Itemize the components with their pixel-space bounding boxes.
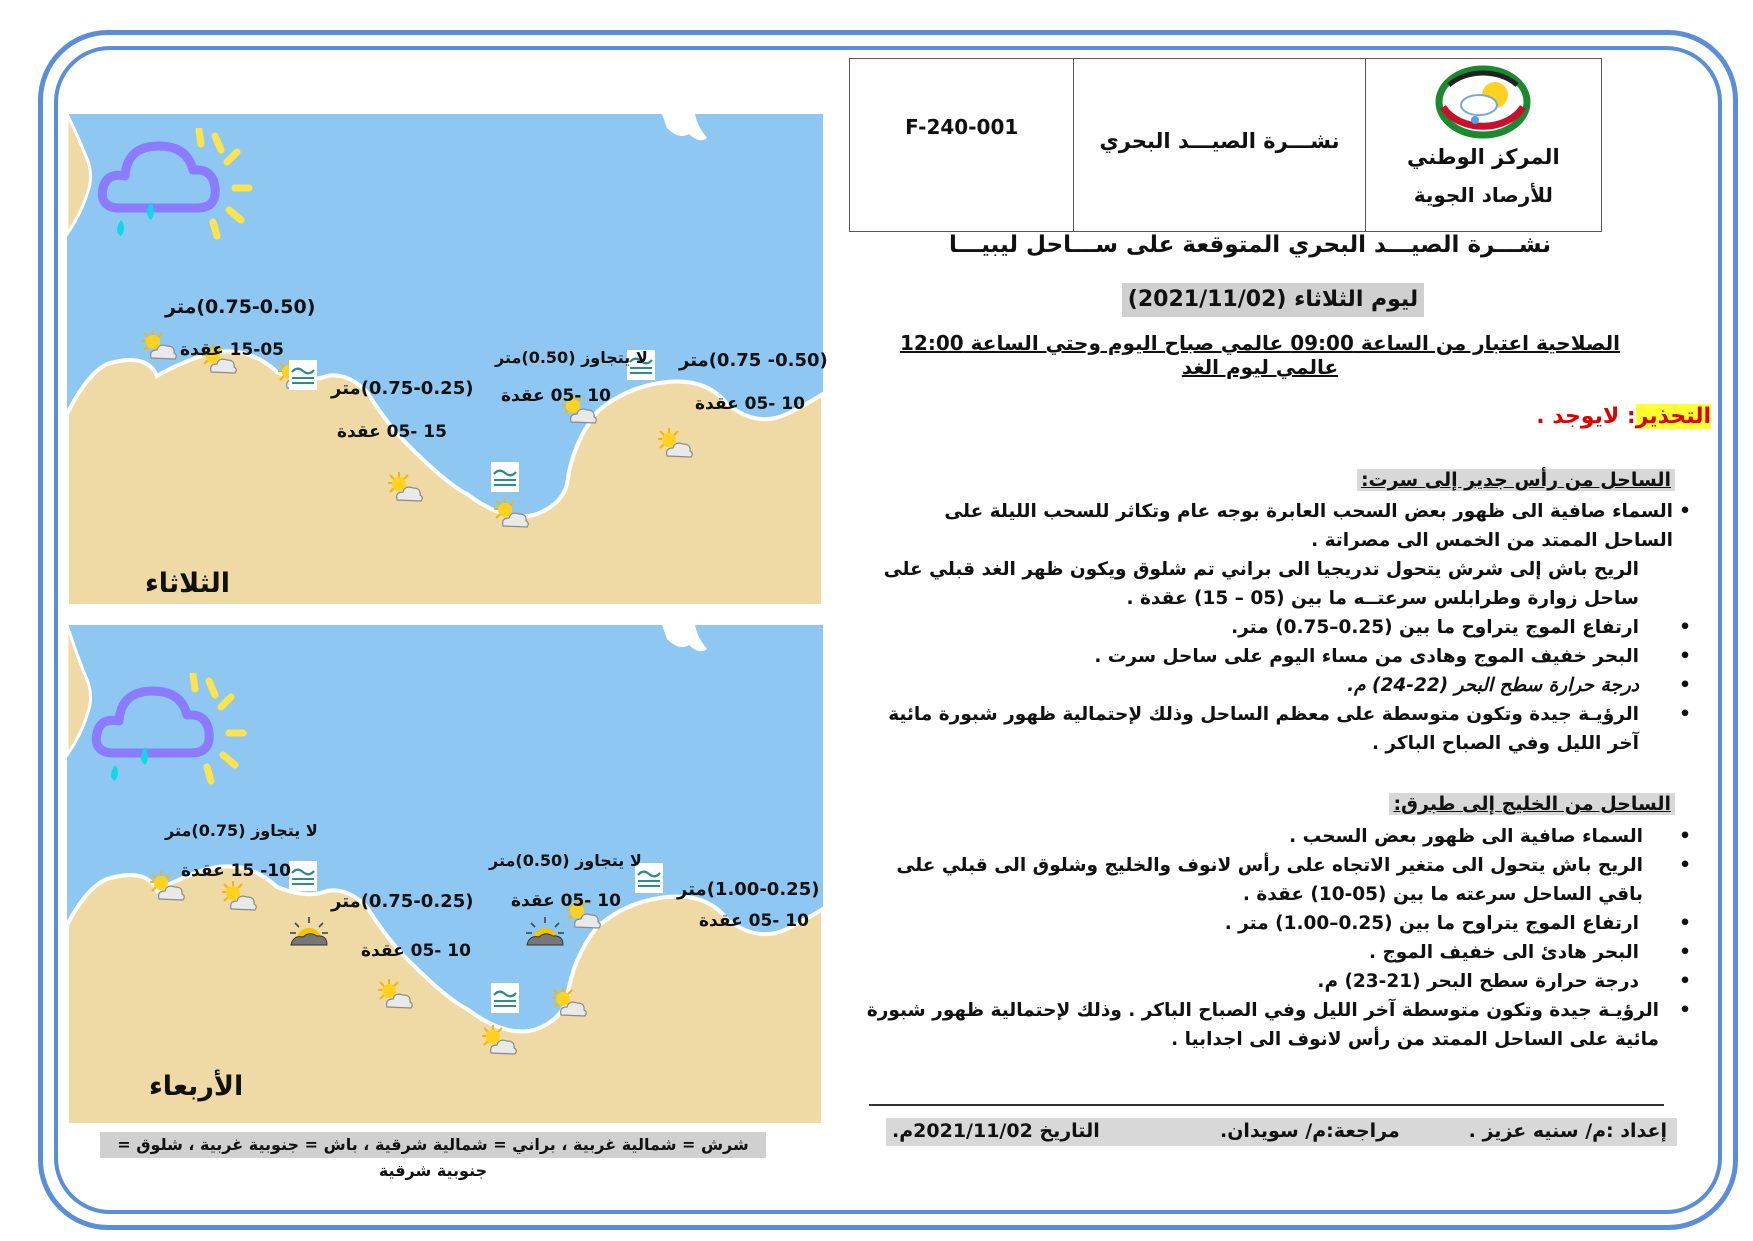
org-cell — [1366, 59, 1601, 231]
ncm-logo-icon — [1435, 65, 1531, 139]
section2-heading: الساحل من الخليج إلى طبرق: — [1389, 793, 1675, 815]
form-code: F-240-001 — [850, 59, 1074, 231]
list-item: • السماء صافية الى ظهور بعض السحب العابرة بوجه عام وتكاثر للسحب الليلة على الساحل الممتد من الخمس الى مصراتة . — [871, 497, 1691, 555]
list-item: • السماء صافية الى ظهور بعض السحب . — [861, 822, 1691, 851]
section1-heading: الساحل من رأس جدير إلى سرت: — [1357, 469, 1675, 491]
bulletin-name: نشـــرة الصيـــد البحري — [1074, 59, 1365, 231]
partly-cloudy-icon — [491, 496, 531, 536]
org-name-line1: المركز الوطني — [1406, 145, 1560, 169]
wave-icon — [289, 360, 317, 390]
list-item: • ارتفاع الموج يتراوح ما بين (0.25–1.00) متر . — [861, 909, 1691, 938]
map-wednesday — [67, 625, 823, 1125]
map-label: (0.75-0.50)متر — [165, 296, 316, 318]
bulletin-title: نشـــرة الصيـــد البحري المتوقعة على ســـاحل ليبيـــا — [949, 232, 1551, 258]
list-item: • ارتفاع الموج يتراوح ما بين (0.25–0.75) متر. — [871, 613, 1691, 642]
wind-legend: شرش = شمالية غربية ، براني = شمالية شرقية ، باش = جنوبية غربية ، شلوق = جنوبية شرقية — [100, 1132, 766, 1158]
list-item: • الرؤيـة جيدة وتكون متوسطة آخر الليل وفي الصباح الباكر . وذلك لإحتمالية ظهور شبورة مائية على الساحل الممتد من رأس لانوف الى اجدابيا . — [861, 996, 1691, 1054]
map-label: (0.75-0.25)متر — [331, 891, 474, 912]
map-label: 10 -05 عقدة — [695, 394, 805, 414]
partly-cloudy-icon — [479, 1023, 519, 1063]
list-item: • درجة حرارة سطح البحر (22-24) م. — [871, 671, 1691, 700]
sunset-icon — [287, 915, 331, 947]
warning-line — [1536, 404, 1711, 429]
wave-icon — [491, 983, 519, 1013]
section1-heading-wrap — [1357, 469, 1675, 491]
map-label: 15 -05 عقدة — [337, 422, 447, 442]
map-tuesday — [67, 114, 828, 606]
list-item: • درجة حرارة سطح البحر (21-23) م. — [861, 967, 1691, 996]
map-label: (0.50- 0.75)متر — [679, 350, 828, 371]
day-name-tuesday: الثلاثاء — [145, 568, 230, 599]
section1-list — [871, 497, 1691, 758]
wave-icon — [289, 861, 317, 891]
list-item: • الريح باش يتحول الى متغير الاتجاه على رأس لانوف والخليج وشلوق الى قبلي على باقي الساحل سرعته ما بين (05-10) عقدة . — [861, 851, 1691, 909]
map-label: لا يتجاوز (0.50)متر — [489, 851, 642, 870]
validity-line: الصلاحية اعتبار من الساعة 09:00 عالمي صباح اليوم وحتي الساعة 12:00 عالمي ليوم الغد — [900, 331, 1620, 379]
footer-divider — [869, 1104, 1664, 1106]
list-item: • الرؤيـة جيدة وتكون متوسطة على معظم الساحل وذلك لإحتمالية ظهور شبورة مائية آخر الليل وفي الصباح الباكر . — [871, 700, 1691, 758]
partly-cloudy-icon — [139, 328, 179, 368]
list-item: الريح باش إلى شرش يتحول تدريجيا الى براني تم شلوق ويكون ظهر الغد قبلي على ساحل زوارة وطرابلس سرعتــه ما بين (05 – 15) عقدة . — [883, 559, 1639, 609]
partly-cloudy-icon — [385, 470, 425, 510]
map-label: لا يتجاوز (0.50)متر — [495, 348, 648, 367]
map-label: 10 -05 عقدة — [361, 941, 471, 961]
map-label: 10- 15 عقدة — [181, 861, 291, 881]
map-label: (1.00-0.25)متر — [677, 879, 820, 900]
map-label: 15-05 عقدة — [180, 340, 284, 360]
footer-date: التاريخ 2021/11/02م. — [892, 1120, 1100, 1142]
day-line: ليوم الثلاثاء (2021/11/02) — [1122, 283, 1424, 317]
list-item: • البحر هادئ الى خفيف الموج . — [861, 938, 1691, 967]
map-label: 10 -05 عقدة — [511, 891, 621, 911]
day-name-wednesday: الأربعاء — [149, 1071, 244, 1102]
wave-icon — [491, 462, 519, 492]
list-item: • البحر خفيف الموج وهادى من مساء اليوم على ساحل سرت . — [871, 642, 1691, 671]
cloud-rain-sun-icon — [91, 673, 251, 793]
partly-cloudy-icon — [655, 426, 695, 466]
partly-cloudy-icon — [549, 985, 589, 1025]
footer-prepared: إعداد :م/ سنيه عزيز . — [1468, 1120, 1667, 1142]
footer-reviewed: مراجعة:م/ سويدان. — [1220, 1120, 1400, 1142]
partly-cloudy-icon — [219, 879, 259, 919]
warning-label: التحذير — [1635, 404, 1711, 429]
map-label: لا يتجاوز (0.75)متر — [165, 821, 318, 840]
map-label: 10 -05 عقدة — [501, 386, 611, 406]
cloud-rain-sun-icon — [97, 128, 257, 248]
header-table — [849, 58, 1602, 232]
warning-value: : لايوجد . — [1536, 404, 1636, 429]
map-label: (0.75-0.25)متر — [331, 378, 474, 399]
section2-heading-wrap — [1389, 793, 1675, 815]
org-name-line2: للأرصاد الجوية — [1413, 183, 1553, 207]
section2-list — [861, 822, 1691, 1054]
partly-cloudy-icon — [375, 977, 415, 1017]
sunset-icon — [523, 915, 567, 947]
map-label: 10 -05 عقدة — [699, 911, 809, 931]
